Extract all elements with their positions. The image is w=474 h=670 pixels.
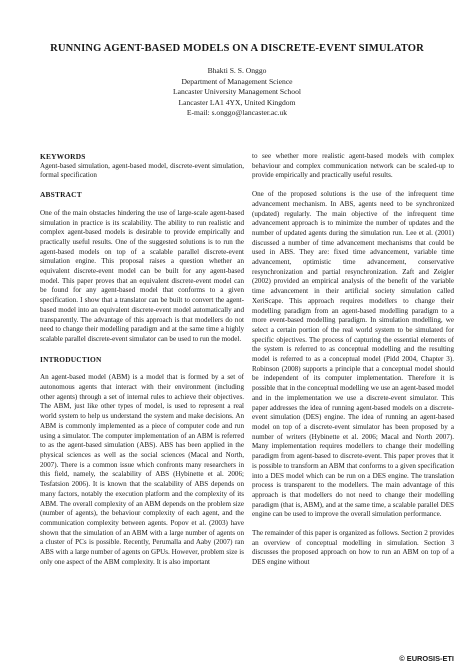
introduction-text: An agent-based model (ABM) is a model that is formed by a set of autonomous agents that interact with their environment (including other agents) through a set of internal rules to achieve their objectives. The ABM, just like other types of model, is used to represent a real world system to help us understand the system and make decisions. An ABM is commonly implemented as a piece of computer code and run using a simulator. The computer implementation of an ABM is referred to as the agent-based simulation (ABS). ABS has been applied in the physical sciences as well as the social sciences (Macal and North, 2007). There is a common issue which confronts many researchers in this field, namely, the scalability of ABS (Hybinette et al. 2006; Tesfatsion 2006). It is known that the scalability of ABS depends on many factors, notably the execution platform and the complexity of its ABM. The overall complexity of an ABM depends on the problem size (number of agents), the behaviour complexity of each agent, and the communication complexity between agents. Popov et al. (2003) have shown that the simulation of an ABM with a large number of agents on a cluster of PCs is possible. Recently, Perumalla and Aaby (2007) ran ABS with a large number of agents on GPUs. However, problem size is only one aspect of the ABM complexity. It is also important <box>40 373 244 566</box>
right-paragraph-1: to see whether more realistic agent-based models with complex behaviour and complex communication network can be scaled-up to provide empirically and practically useful results. <box>252 152 454 180</box>
author-email: E-mail: s.onggo@lancaster.ac.uk <box>186 108 288 117</box>
author-name: Bhakti S. S. Onggo <box>207 66 267 75</box>
keywords-heading: KEYWORDS <box>40 152 86 161</box>
author-department: Department of Management Science <box>181 76 293 86</box>
right-paragraph-2: One of the proposed solutions is the use of the infrequent time advancement mechanism. In ABS, agents need to be synchronized (updated) regularly. The main objective of the infrequent time advancement approach is to minimize the number of updates and the number of updated agents during the simulation run. Lee et al. (2001) discussed a number of time advancement mechanisms that could be used in ABS. They are: fixed time advancement, variable time advancement, optimistic time advancement, conservative resynchronization and partial resynchronization. Zaft and Zeigler (2002) provided an empirical analysis of the benefit of the variable time advancement in their artificial society simulation called XeriScape. This approach requires modellers to change their modelling paradigm from an agent-based modelling paradigm to a more event-based modelling paradigm. In simulation modelling, we select a certain portion of the real world system to be simulated for specific objectives. The process of capturing the essential elements of the system is referred to as conceptual modelling and the resulting model is referred to as a conceptual model (Pidd 2004, Chapter 3). Robinson (2008) supports a principle that a conceptual model should be independent of its computer implementation. Therefore it is possible that in the conceptual modelling we use an agent-based model and in the implementation we use a discrete-event simulator. This paper addresses the idea of running agent-based models on a discrete-event simulation (DES) engine. The idea of running an agent-based model on top of a discrete-event simulator has been proposed by a number of writers (Hybinette et al. 2006; Macal and North 2007). Many implementation requires modellers to change their modelling paradigm from agent-based to discrete-event. This paper proves that it is possible to transform an ABM that conforms to a given specification into a DES model which can be run on a DES engine. The translation process is transparent to the modellers. The main advantage of this approach is that modellers do not need to change their modelling paradigm (that is, ABM), and at the same time, a scalable parallel DES engine can be used to improve the overall simulation performance. <box>252 190 454 519</box>
author-school: Lancaster University Management School <box>173 87 301 96</box>
right-column <box>252 152 454 568</box>
left-column <box>40 152 244 567</box>
keywords-text: Agent-based simulation, agent-based model, discrete-event simulation, formal specification <box>40 161 244 180</box>
author-address: Lancaster LA1 4YX, United Kingdom <box>178 97 296 107</box>
right-paragraph-3: The remainder of this paper is organized as follows. Section 2 provides an overview of conceptual modelling in simulation. Section 3 discusses the proposed approach on how to run an ABM on top of a DES engine without <box>252 529 454 567</box>
abstract-text: One of the main obstacles hindering the use of large-scale agent-based simulation in practice is its scalability. The ability to run realistic and complex agent-based models is desirable to provide empirically and practically useful results. One of the suggested solutions is to run the agent-based models on top of a scalable parallel discrete-event simulation engine. This proposal raises a question whether an equivalent discrete-event model can be built for any agent-based model. This paper proves that an equivalent discrete-event model can be found for any agent-based model that conforms to a given specification. I show that a translator can be built to convert the agent-based model into an equivalent discrete-event model automatically and transparently. The advantage of this approach is that modellers do not need to change their modelling paradigm and at the same time a highly scalable parallel discrete-event simulator can be used to run the model. <box>40 208 244 343</box>
author-block <box>120 66 354 119</box>
introduction-heading: INTRODUCTION <box>40 354 102 364</box>
abstract-heading: ABSTRACT <box>40 190 82 200</box>
paper-title: RUNNING AGENT-BASED MODELS ON A DISCRETE-EVENT SIMULATOR <box>50 43 424 54</box>
publisher-footer: © EUROSIS-ETI <box>399 654 454 663</box>
